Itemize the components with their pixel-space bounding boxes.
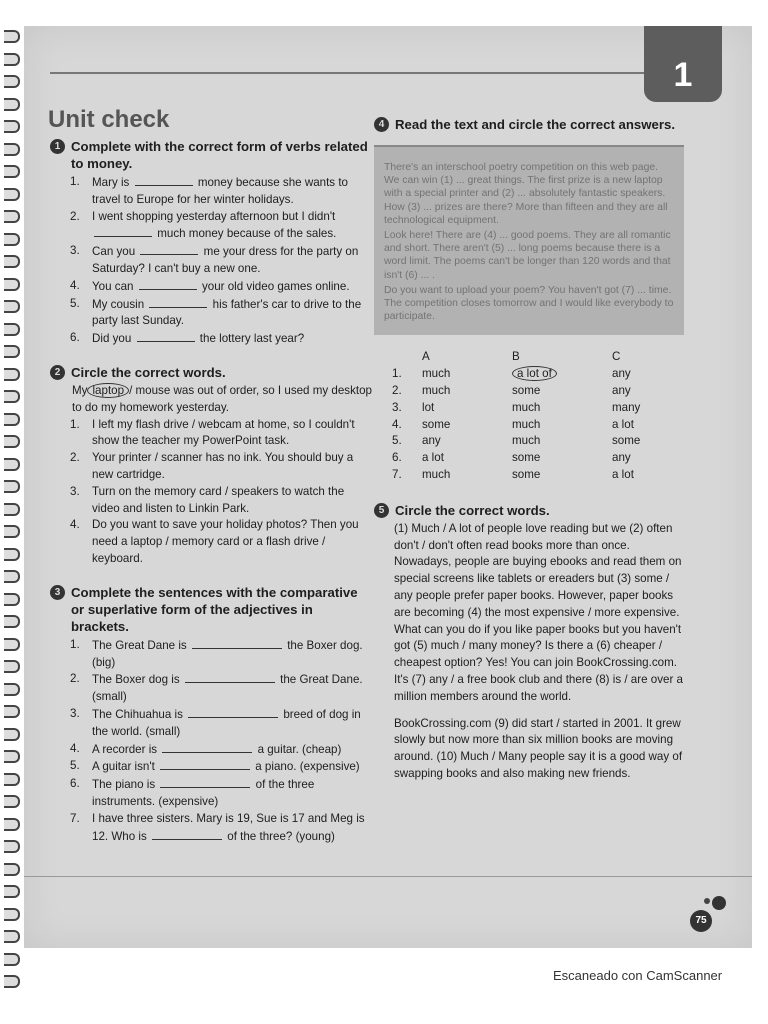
exercise-number-badge: 5 xyxy=(374,503,389,518)
answer-blank[interactable] xyxy=(152,828,222,840)
table-row xyxy=(388,400,644,417)
item-text: me your dress for the party on Saturday? I can't buy a new one. xyxy=(92,245,359,275)
binding-ring xyxy=(4,210,20,223)
binding-ring xyxy=(4,795,20,808)
binding-ring xyxy=(4,480,20,493)
item-text: Did you xyxy=(92,332,132,346)
item-text: The Chihuahua is xyxy=(92,707,183,721)
option-number: 4. xyxy=(392,417,402,431)
binding-ring xyxy=(4,435,20,448)
binding-ring xyxy=(4,188,20,201)
option-number: 3. xyxy=(392,400,402,414)
list-item xyxy=(50,706,372,741)
item-number: 5. xyxy=(70,759,80,773)
item-text: of the three instruments. (expensive) xyxy=(92,778,315,808)
binding-ring xyxy=(4,30,20,43)
option-a[interactable]: much xyxy=(422,384,451,398)
item-number: 3. xyxy=(70,706,80,720)
item-number: 7. xyxy=(70,811,80,825)
item-text: a guitar. (cheap) xyxy=(257,742,342,756)
binding-ring xyxy=(4,930,20,943)
binding-ring xyxy=(4,413,20,426)
answer-blank[interactable] xyxy=(139,278,197,290)
binding-ring xyxy=(4,548,20,561)
binding-ring xyxy=(4,638,20,651)
option-a[interactable]: some xyxy=(422,417,451,431)
exercise-3-instruction: Complete the sentences with the comparative or superlative form of the adjectives in brackets. xyxy=(71,584,358,634)
list-item[interactable] xyxy=(50,517,372,567)
table-row xyxy=(388,467,644,484)
option-number: 5. xyxy=(392,434,402,448)
column-header: C xyxy=(612,350,621,364)
list-item xyxy=(50,296,372,331)
option-number: 2. xyxy=(392,384,402,398)
item-text: the Great Dane. (small) xyxy=(92,673,363,704)
passage-paragraph: Look here! There are (4) ... good poems. They are all romantic and short. There aren't (5) ... long poems because there is a word limit. The poems can't be longer than 120 words and that isn't (6) ... . xyxy=(384,230,671,281)
exercise-4-instruction: Read the text and circle the correct answers. xyxy=(395,117,675,132)
binding-ring xyxy=(4,98,20,111)
item-text: Your printer / scanner has no ink. You should buy a new cartridge. xyxy=(92,451,354,481)
option-c[interactable]: any xyxy=(612,367,631,381)
item-text: money because she wants to travel to Europe for her winter holidays. xyxy=(92,176,348,206)
item-text: the lottery last year? xyxy=(199,332,305,346)
table-row xyxy=(388,450,644,467)
binding-ring xyxy=(4,503,20,516)
item-number: 1. xyxy=(70,417,80,431)
binding-ring xyxy=(4,975,20,988)
answer-blank[interactable] xyxy=(160,776,250,788)
answer-blank[interactable] xyxy=(137,330,195,342)
footer-rule xyxy=(24,876,752,877)
binding-ring xyxy=(4,705,20,718)
binding-ring xyxy=(4,660,20,673)
header-rule xyxy=(50,72,665,74)
binding-ring xyxy=(4,165,20,178)
binding-ring xyxy=(4,323,20,336)
page-number: 75 xyxy=(690,910,712,932)
decorative-dot xyxy=(712,896,726,910)
binding-ring xyxy=(4,75,20,88)
item-number: 2. xyxy=(70,672,80,686)
binding-ring xyxy=(4,53,20,66)
item-text: breed of dog in the world. (small) xyxy=(92,707,361,738)
item-text: I have three sisters. Mary is 19, Sue is 17 and Meg is 12. Who is xyxy=(92,811,365,843)
list-item[interactable] xyxy=(50,417,372,451)
right-column xyxy=(374,116,684,793)
item-text: I went shopping yesterday afternoon but I didn't xyxy=(92,209,336,223)
table-row xyxy=(388,383,644,400)
item-text: The Great Dane is xyxy=(92,638,187,652)
item-number: 4. xyxy=(70,741,80,755)
binding-ring xyxy=(4,368,20,381)
item-text: The Boxer dog is xyxy=(92,673,180,687)
item-text: much money because of the sales. xyxy=(157,227,337,241)
item-text: your old video games online. xyxy=(201,279,350,293)
binding-ring xyxy=(4,908,20,921)
table-header-row xyxy=(388,349,644,366)
item-text: of the three? (young) xyxy=(227,829,335,843)
option-b[interactable]: some xyxy=(512,384,541,398)
decorative-dot xyxy=(704,898,710,904)
item-number: 3. xyxy=(70,244,80,258)
option-b[interactable]: some xyxy=(512,451,541,465)
example-text: / mouse was out of order, so I used my desktop to do my homework yesterday. xyxy=(72,383,373,414)
answer-blank[interactable] xyxy=(160,758,250,770)
list-item xyxy=(50,330,372,348)
item-number: 5. xyxy=(70,296,80,310)
answer-blank[interactable] xyxy=(135,174,193,186)
option-b[interactable]: some xyxy=(512,468,541,482)
option-a[interactable]: a lot xyxy=(422,451,444,465)
exercise-5-paragraph[interactable]: (1) Much / A lot of people love reading but we (2) often don't / don't often read books more than once. Nowadays, people are buying ebooks and read them on special screens like tablets or ereaders but (3) some / any people prefer paper books. However, paper books are becoming (4) the most expensive / more expensive. What can you do if you like paper books but you haven't got (5) much / many money? Is there a (6) cheaper / cheapest option? Yes! You can join BookCrossing.com. It's (7) any / a free book club and there (8) is / are over a million members around the world. xyxy=(394,521,683,703)
item-number: 2. xyxy=(70,451,80,465)
item-number: 4. xyxy=(70,278,80,292)
exercise-3-list xyxy=(50,637,372,846)
option-c[interactable]: some xyxy=(612,434,641,448)
option-a[interactable]: lot xyxy=(422,400,435,414)
exercise-number-badge: 2 xyxy=(50,365,65,380)
option-number: 7. xyxy=(392,468,402,482)
binding-ring xyxy=(4,683,20,696)
binding-ring xyxy=(4,750,20,763)
option-c[interactable]: a lot xyxy=(612,417,634,431)
binding-ring xyxy=(4,390,20,403)
list-item xyxy=(50,776,372,811)
exercise-number-badge: 4 xyxy=(374,117,389,132)
passage-paragraph: There's an interschool poetry competition on this web page. We can win (1) ... great things. The first prize is a new laptop with a special printer and (2) ... absolutely fantastic speakers. How (3) ... prizes are there? More than fifteen and they are all technological equipment. xyxy=(384,162,668,226)
exercise-5-instruction: Circle the correct words. xyxy=(395,502,550,518)
list-item xyxy=(50,758,372,776)
item-number: 4. xyxy=(70,518,80,532)
circled-answer: laptop xyxy=(87,383,129,398)
binding-ring xyxy=(4,255,20,268)
binding-ring xyxy=(4,885,20,898)
exercise-2-list xyxy=(50,417,372,568)
binding-ring xyxy=(4,863,20,876)
table-row xyxy=(388,366,644,383)
binding-ring xyxy=(4,233,20,246)
item-text: Do you want to save your holiday photos? Then you need a laptop / memory card or a flash drive / keyboard. xyxy=(92,518,359,565)
answer-options-table xyxy=(388,349,644,483)
list-item[interactable] xyxy=(50,450,372,484)
exercise-number-badge: 1 xyxy=(50,139,65,154)
option-b[interactable]: much xyxy=(512,417,541,431)
item-text: You can xyxy=(92,279,134,293)
option-c[interactable]: many xyxy=(612,400,641,414)
answer-blank[interactable] xyxy=(162,741,252,753)
binding-ring xyxy=(4,728,20,741)
list-item xyxy=(50,637,372,672)
binding-ring xyxy=(4,458,20,471)
answer-blank[interactable] xyxy=(188,706,278,718)
binding-ring xyxy=(4,593,20,606)
binding-ring xyxy=(4,773,20,786)
option-b[interactable]: much xyxy=(512,400,541,414)
passage-paragraph: Do you want to upload your poem? You haven't got (7) ... time. The competition closes tomorrow and I would like everybody to participate. xyxy=(384,284,674,323)
option-b[interactable] xyxy=(508,366,608,383)
unit-tab: 1 xyxy=(644,26,722,102)
item-text: Can you xyxy=(92,245,136,259)
item-text: My cousin xyxy=(92,297,145,311)
option-b[interactable]: much xyxy=(512,434,541,448)
item-number: 3. xyxy=(70,484,80,498)
option-a[interactable]: any xyxy=(422,434,441,448)
item-text: I left my flash drive / webcam at home, so I couldn't show the teacher my PowerPoint task. xyxy=(92,417,355,448)
list-item xyxy=(50,278,372,296)
exercise-1-heading xyxy=(50,138,372,172)
list-item xyxy=(50,741,372,759)
list-item xyxy=(50,209,372,244)
circled-answer: a lot of xyxy=(512,366,557,381)
spiral-binding xyxy=(0,0,22,1000)
example-text: My xyxy=(72,383,88,397)
binding-ring xyxy=(4,120,20,133)
page-title: Unit check xyxy=(48,106,170,133)
item-text: The piano is xyxy=(92,778,156,792)
exercise-5-paragraph[interactable]: BookCrossing.com (9) did start / started in 2001. It grew slowly but now more than six million books are moving around. (10) Much / Many people say it is a good way of swapping books and also making new friends. xyxy=(394,716,683,780)
answer-blank[interactable] xyxy=(185,671,275,683)
item-text: Turn on the memory card / speakers to watch the video and listen to Linkin Park. xyxy=(92,484,345,515)
item-number: 6. xyxy=(70,777,80,791)
item-text: the Boxer dog. (big) xyxy=(92,638,363,669)
item-number: 1. xyxy=(70,637,80,651)
exercise-2-instruction: Circle the correct words. xyxy=(71,364,226,380)
answer-blank[interactable] xyxy=(94,225,152,237)
exercise-5-heading xyxy=(374,502,684,519)
binding-ring xyxy=(4,525,20,538)
binding-ring xyxy=(4,300,20,313)
binding-ring xyxy=(4,953,20,966)
option-c[interactable]: a lot xyxy=(612,468,634,482)
option-number: 1. xyxy=(392,367,402,381)
left-column xyxy=(50,138,372,861)
item-text: A recorder is xyxy=(92,742,158,756)
list-item xyxy=(50,671,372,706)
item-text: a piano. (expensive) xyxy=(255,760,360,774)
table-row xyxy=(388,417,644,434)
item-number: 6. xyxy=(70,331,80,345)
option-a[interactable]: much xyxy=(422,468,451,482)
item-text: his father's car to drive to the party last Sunday. xyxy=(92,297,362,328)
exercise-2-heading xyxy=(50,364,372,381)
column-header: B xyxy=(512,350,520,364)
list-item xyxy=(50,811,372,846)
option-c[interactable]: any xyxy=(612,451,631,465)
item-text: A guitar isn't xyxy=(92,760,155,774)
binding-ring xyxy=(4,840,20,853)
binding-ring xyxy=(4,345,20,358)
exercise-1-instruction: Complete with the correct form of verbs related to money. xyxy=(71,139,368,171)
list-item xyxy=(50,243,372,278)
list-item[interactable] xyxy=(50,484,372,518)
answer-blank[interactable] xyxy=(140,243,198,255)
binding-ring xyxy=(4,570,20,583)
binding-ring xyxy=(4,143,20,156)
binding-ring xyxy=(4,615,20,628)
reading-passage xyxy=(374,145,684,335)
binding-ring xyxy=(4,818,20,831)
exercise-1-list xyxy=(50,174,372,348)
exercise-2-example xyxy=(72,383,372,417)
workbook-page xyxy=(24,26,752,948)
exercise-3-heading xyxy=(50,584,372,635)
binding-ring xyxy=(4,278,20,291)
scanner-watermark: Escaneado con CamScanner xyxy=(553,968,723,983)
item-text: Mary is xyxy=(92,176,130,189)
option-a[interactable]: much xyxy=(422,367,451,381)
answer-blank[interactable] xyxy=(149,296,207,308)
table-row xyxy=(388,433,644,450)
option-number: 6. xyxy=(392,451,402,465)
exercise-4-heading xyxy=(374,116,684,133)
answer-blank[interactable] xyxy=(192,637,282,649)
exercise-number-badge: 3 xyxy=(50,585,65,600)
item-number: 1. xyxy=(70,175,80,188)
option-c[interactable]: any xyxy=(612,384,631,398)
list-item xyxy=(50,174,372,209)
column-header: A xyxy=(422,350,430,364)
item-number: 2. xyxy=(70,209,80,223)
